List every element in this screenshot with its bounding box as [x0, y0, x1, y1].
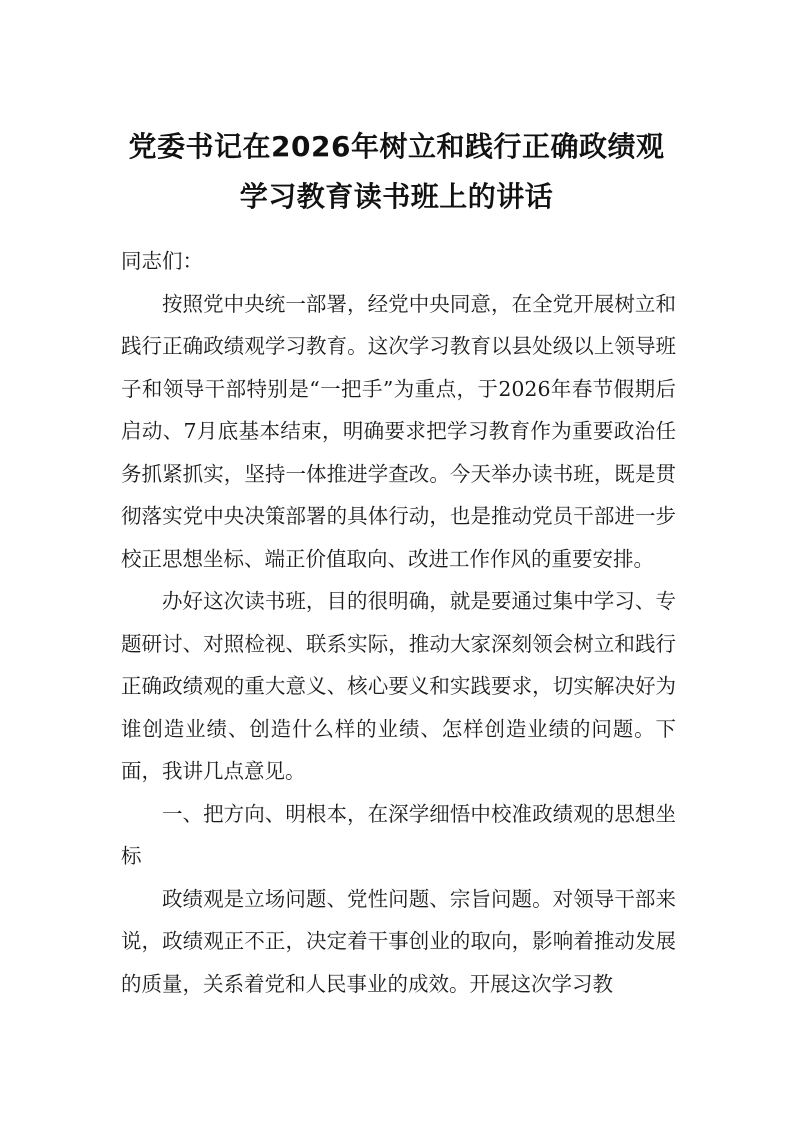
document-body [121, 240, 676, 1005]
paragraph-1: 按照党中央统一部署，经党中央同意，在全党开展树立和践行正确政绩观学习教育。这次学习教育以县处级以上领导班子和领导干部特别是“一把手”为重点，于2026年春节假期后启动、7月底基本结束，明确要求把学习教育作为重要政治任务抓紧抓实，坚持一体推进学查改。今天举办读书班，既是贯彻落实党中央决策部署的具体行动，也是推动党员干部进一步校正思想坐标、端正价值取向、改进工作作风的重要安排。 [121, 291, 676, 571]
paragraph-3: 政绩观是立场问题、党性问题、宗旨问题。对领导干部来说，政绩观正不正，决定着干事创业的取向，影响着推动发展的质量，关系着党和人民事业的成效。开展这次学习教 [121, 886, 676, 996]
title-line-2: 学习教育读书班上的讲话 [239, 180, 554, 213]
title-line-1: 党委书记在2026年树立和践行正确政绩观 [128, 130, 665, 163]
document-title [100, 122, 693, 222]
paragraph-2: 办好这次读书班，目的很明确，就是要通过集中学习、专题研讨、对照检视、联系实际，推动大家深刻领会树立和践行正确政绩观的重大意义、核心要义和实践要求，切实解决好为谁创造业绩、创造什么样的业绩、怎样创造业绩的问题。下面，我讲几点意见。 [121, 589, 676, 783]
section-heading-1: 一、把方向、明根本，在深学细悟中校准政绩观的思想坐标 [121, 801, 676, 868]
salutation: 同志们： [121, 249, 203, 273]
